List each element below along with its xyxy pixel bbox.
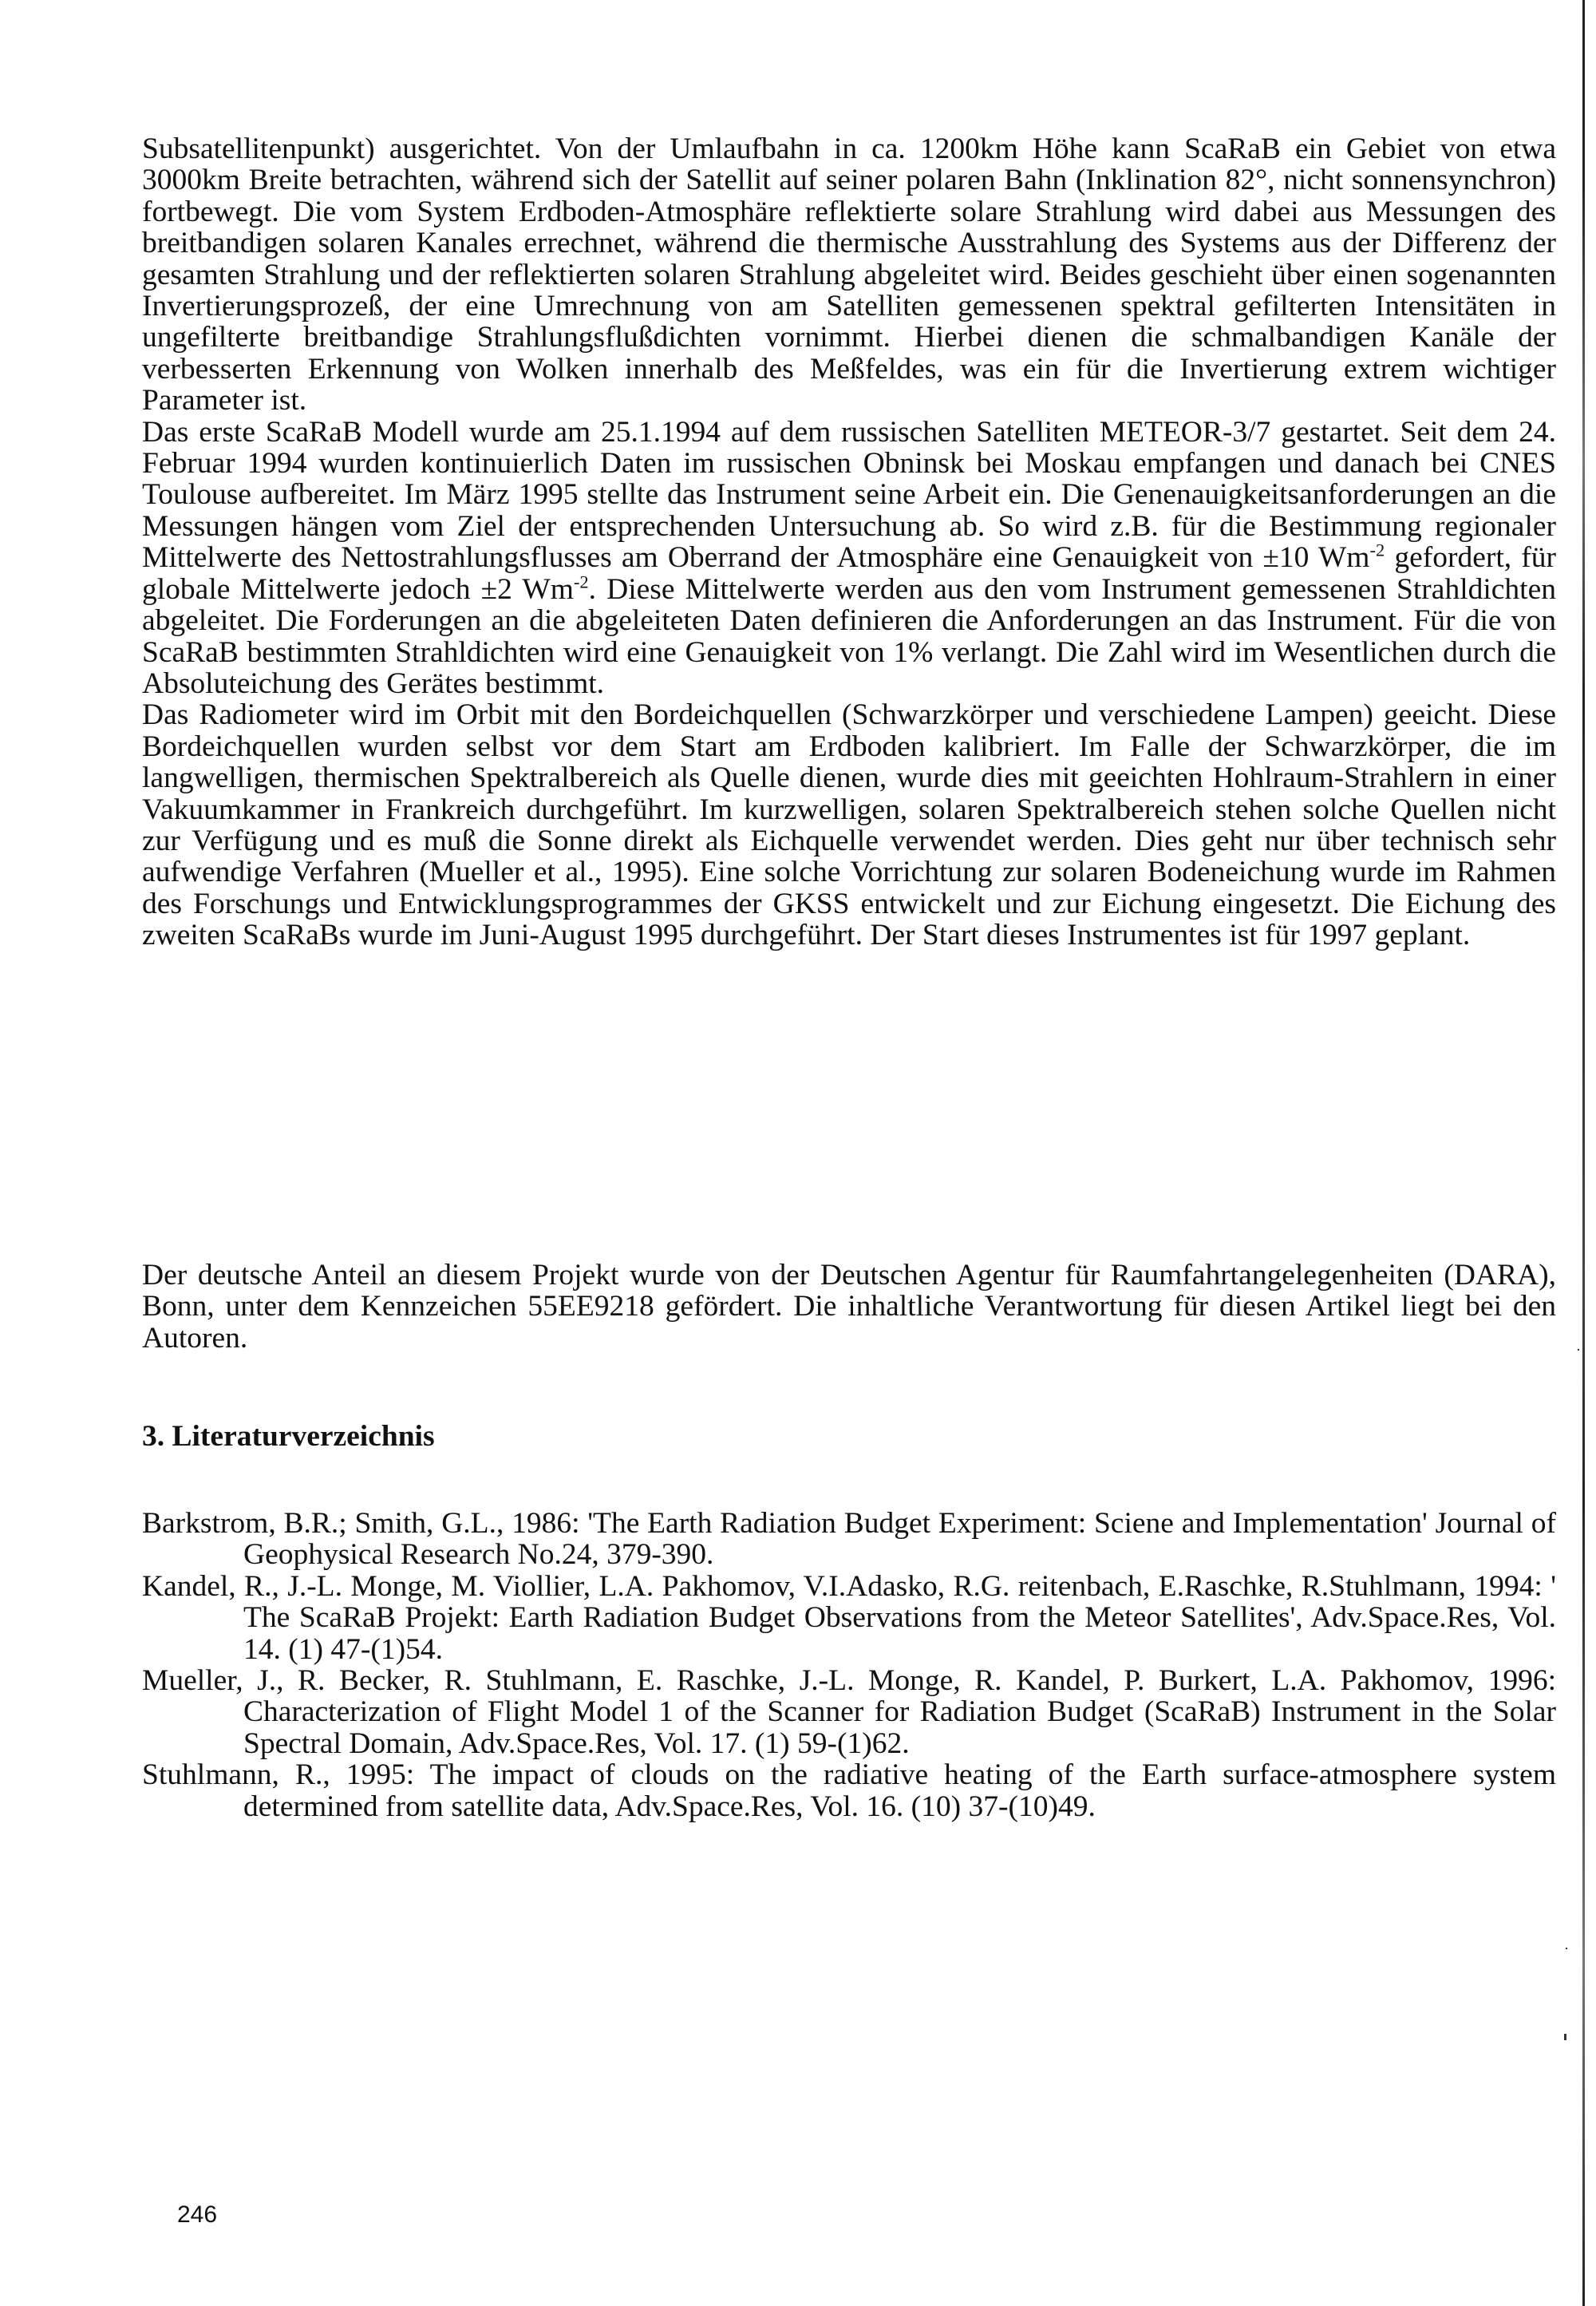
exponent: -2 (573, 572, 589, 592)
body-paragraph (142, 417, 1556, 700)
scan-speck (1564, 2034, 1566, 2040)
reference-list (142, 1508, 1556, 1822)
reference-item: Kandel, R., J.-L. Monge, M. Viollier, L.A. Pakhomov, V.I.Adasko, R.G. reitenbach, E.Raschke, R.Stuhlmann, 1994: ' The ScaRaB Projekt: Earth Radiation Budget Observations from the Meteor Satellites', Adv.Space.Res, Vol. 14. (1) 47-(1)54. (142, 1569, 1556, 1666)
reference-item: Stuhlmann, R., 1995: The impact of clouds on the radiative heating of the Earth surface-atmosphere system determined from satellite data, Adv.Space.Res, Vol. 16. (10) 37-(10)49. (142, 1758, 1556, 1823)
reference-item: Mueller, J., R. Becker, R. Stuhlmann, E. Raschke, J.-L. Monge, R. Kandel, P. Burkert, L.A. Pakhomov, 1996: Characterization of Flight Model 1 of the Scanner for Radiation Budget (ScaRaB) Instrument in the Solar Spectral Domain, Adv.Space.Res, Vol. 17. (1) 59-(1)62. (142, 1664, 1556, 1760)
acknowledgement-text: Der deutsche Anteil an diesem Projekt wurde von der Deutschen Agentur für Raumfahrtangelegenheiten (DARA), Bonn, unter dem Kennzeichen 55EE9218 gefördert. Die inhaltliche Verantwortung für diesen Artikel liegt bei den Autoren. (142, 1259, 1556, 1355)
paragraph-text: gefordert, für globale Mittelwerte jedoch ±2 Wm (142, 541, 1556, 606)
body-paragraph: Subsatellitenpunkt) ausgerichtet. Von der Umlaufbahn in ca. 1200km Höhe kann ScaRaB ein Gebiet von etwa 3000km Breite betrachten, während sich der Satellit auf seiner polaren Bahn (Inklination 82°, nicht sonnensynchron) fortbewegt. Die vom System Erdboden-Atmosphäre reflektierte solare Strahlung wird dabei aus Messungen des breitbandigen solaren Kanales errechnet, während die thermische Ausstrahlung des Systems aus der Differenz der gesamten Strahlung und der reflektierten solaren Strahlung abgeleitet wird. Beides geschieht über einen sogenannten Invertierungsprozeß, der eine Umrechnung von am Satelliten gemessenen spektral gefilterten Intensitäten in ungefilterte breitbandige Strahlungsflußdichten vornimmt. Hierbei dienen die schmalbandigen Kanäle der verbesserten Erkennung von Wolken innerhalb des Meßfeldes, was ein für die Invertierung extrem wichtiger Parameter ist. (142, 133, 1556, 417)
paragraph-text: Das erste ScaRaB Modell wurde am 25.1.1994 auf dem russischen Satelliten METEOR-3/7 gestartet. Seit dem 24. Februar 1994 wurden kontinuierlich Daten im russischen Obninsk bei Moskau empfangen und danach bei CNES Toulouse aufbereitet. Im März 1995 stellte das Instrument seine Arbeit ein. Die Genenauigkeitsanforderungen an die Messungen hängen vom Ziel der entsprechenden Untersuchung ab. So wird z.B. für die Bestimmung regionaler Mittelwerte des Nettostrahlungsflusses am Oberrand der Atmosphäre eine Genauigkeit von ±10 Wm (142, 415, 1556, 575)
exponent: -2 (1369, 540, 1385, 560)
page-number: 246 (177, 2201, 218, 2228)
section-heading: 3. Literaturverzeichnis (142, 1420, 435, 1453)
reference-item: Barkstrom, B.R.; Smith, G.L., 1986: 'The Earth Radiation Budget Experiment: Sciene and Implementation' Journal of Geophysical Research No.24, 379-390. (142, 1507, 1556, 1572)
acknowledgement (142, 1260, 1556, 1354)
paragraph-text: . Diese Mittelwerte werden aus den vom Instrument gemessenen Strahldichten abgeleitet. Die Forderungen an die abgeleiteten Daten definieren die Anforderungen an das Instrument. Für die von ScaRaB bestimmten Strahldichten wird eine Genauigkeit von 1% verlangt. Die Zahl wird im Wesentlichen durch die Absoluteichung des Gerätes bestimmt. (142, 572, 1556, 700)
scan-speck (1578, 1349, 1579, 1351)
body-text (142, 133, 1556, 951)
scan-edge-line (1582, 0, 1585, 2306)
body-paragraph: Das Radiometer wird im Orbit mit den Bordeichquellen (Schwarzkörper und verschiedene Lampen) geeicht. Diese Bordeichquellen wurden selbst vor dem Start am Erdboden kalibriert. Im Falle der Schwarzkörper, die im langwelligen, thermischen Spektralbereich als Quelle dienen, wurde dies mit geeichten Hohlraum-Strahlern in einer Vakuumkammer in Frankreich durchgeführt. Im kurzwelligen, solaren Spektralbereich stehen solche Quellen nicht zur Verfügung und es muß die Sonne direkt als Eichquelle verwendet werden. Dies geht nur über technisch sehr aufwendige Verfahren (Mueller et al., 1995). Eine solche Vorrichtung zur solaren Bodeneichung wurde im Rahmen des Forschungs und Entwicklungsprogrammes der GKSS entwickelt und zur Eichung eingesetzt. Die Eichung des zweiten ScaRaBs wurde im Juni-August 1995 durchgeführt. Der Start dieses Instrumentes ist für 1997 geplant. (142, 698, 1556, 952)
scan-speck (1566, 1948, 1567, 1949)
